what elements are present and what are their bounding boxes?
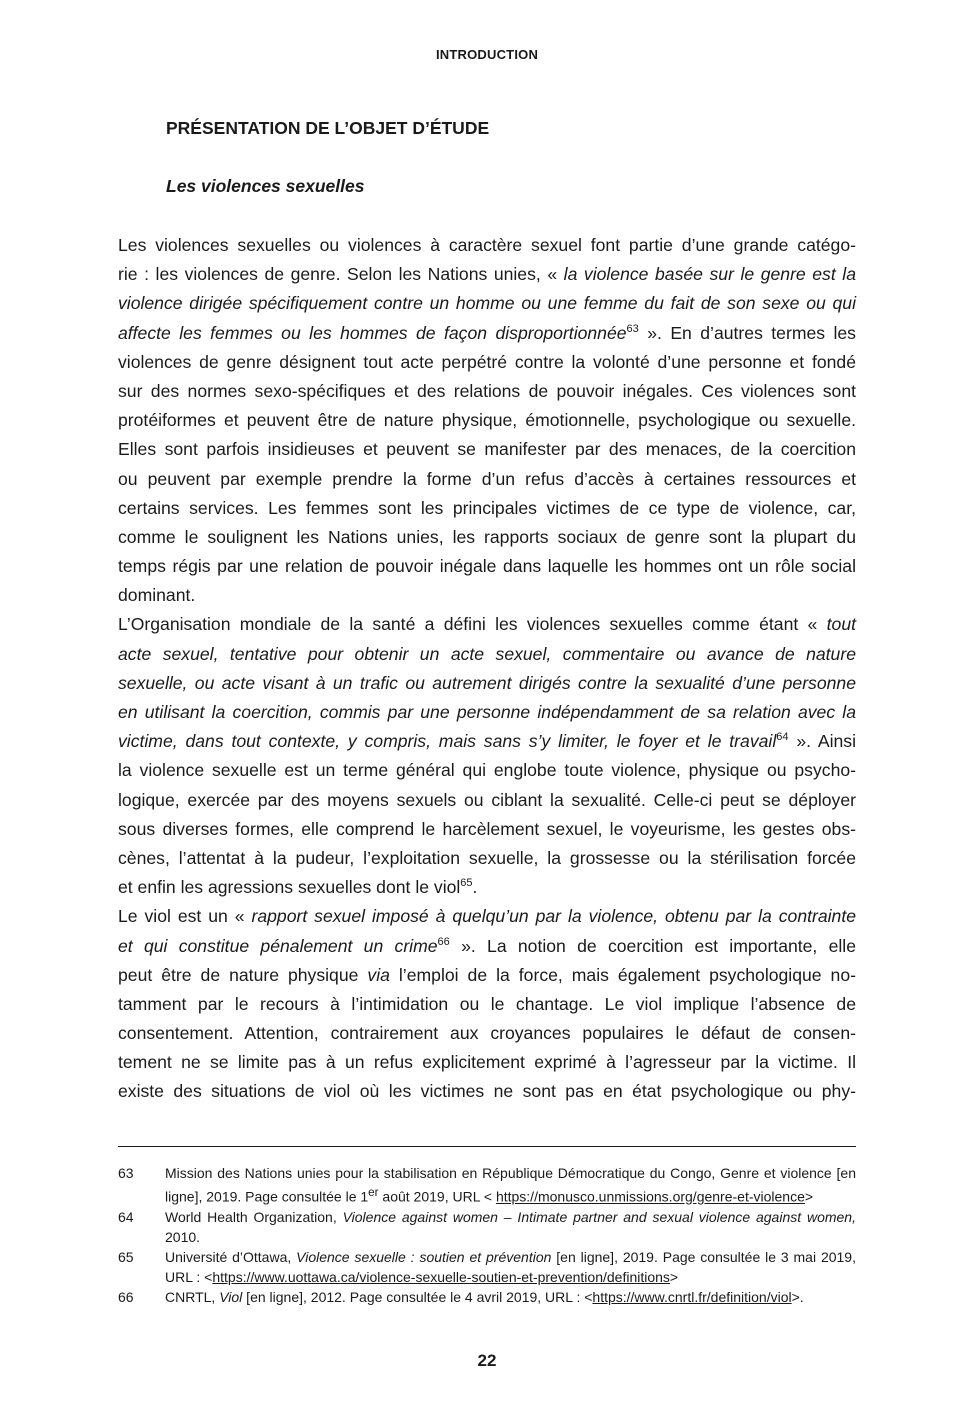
body-line: L’Organisation mondiale de la santé a défini les violences sexuelles comme étant « tout (118, 614, 856, 635)
body-text (118, 231, 856, 1107)
footnote-text: CNRTL, Viol [en ligne], 2012. Page consultée le 4 avril 2019, URL : <https://www.cnrtl.fr/definition/viol>. (165, 1288, 804, 1305)
footnote-text: Université d’Ottawa, Violence sexuelle : soutien et prévention [en ligne], 2019. Page consultée le 3 mai 2019, URL : <https://www.uottawa.ca/violence-sexuelle-soutien-et-prevention/definitions> (165, 1248, 856, 1285)
footnote-number: 66 (118, 1288, 134, 1305)
footnote-link[interactable]: https://www.uottawa.ca/violence-sexuelle-soutien-et-prevention/definitions (212, 1268, 670, 1285)
body-line: consentement. Attention, contrairement aux croyances populaires le défaut de consen- (118, 1023, 856, 1044)
body-line: violence dirigée spécifiquement contre un homme ou une femme du fait de son sexe ou qui (118, 293, 856, 314)
body-line: sur des normes sexo-spécifiques et des relations de pouvoir inégales. Ces violences sont (118, 380, 856, 401)
footnote-ref-64: 64 (776, 731, 789, 744)
footnote-ref-63: 63 (626, 322, 639, 335)
body-line: affecte les femmes ou les hommes de façon disproportionnée$^{63}$ ». En d’autres termes les (118, 322, 856, 343)
body-line: victime, dans tout contexte, y compris, mais sans s’y limiter, le foyer et le travail$^{64}$ ». Ainsi (118, 731, 856, 752)
footnote-number: 64 (118, 1208, 134, 1225)
footnote-link[interactable]: https://www.cnrtl.fr/definition/viol (592, 1288, 792, 1305)
body-line: temps régis par une relation de pouvoir inégale dans laquelle les hommes ont un rôle social (118, 556, 856, 577)
body-line: comme le soulignent les Nations unies, les rapports sociaux de genre sont la plupart du (118, 526, 856, 547)
body-line: rie : les violences de genre. Selon les Nations unies, « la violence basée sur le genre est la (118, 264, 856, 285)
body-line: acte sexuel, tentative pour obtenir un acte sexuel, commentaire ou avance de nature (118, 643, 856, 664)
body-line: sexuelle, ou acte visant à un trafic ou autrement dirigés contre la sexualité d’une personne (118, 672, 856, 693)
body-line: Elles sont parfois insidieuses et peuvent se manifester par des menaces, de la coercition (118, 439, 856, 460)
footnote-number: 65 (118, 1248, 134, 1265)
body-line: et qui constitue pénalement un crime$^{66}$ ». La notion de coercition est importante, elle (118, 935, 856, 956)
footnote-text: Mission des Nations unies pour la stabilisation en République Démocratique du Congo, Genre et violence [en ligne], 2019. Page consultée le 1er août 2019, URL < https://monusco.unmissions.org/genre-et-violence> (165, 1165, 856, 1205)
section-title: PRÉSENTATION DE L’OBJET D’ÉTUDE (166, 118, 490, 138)
body-line: tamment par le recours à l’intimidation ou le chantage. Le viol implique l’absence de (118, 993, 856, 1014)
body-line: en utilisant la coercition, commis par une personne indépendamment de sa relation avec la (118, 702, 856, 722)
body-line: logique, exercée par des moyens sexuels ou ciblant la sexualité. Celle-ci peut se déployer (118, 789, 856, 810)
footnotes (118, 1163, 856, 1307)
footnote-ref-66: 66 (437, 935, 450, 948)
footnote-64 (118, 1207, 856, 1247)
body-line: et enfin les agressions sexuelles dont le viol$^{65}$. (118, 877, 478, 898)
body-line: Le viol est un « rapport sexuel imposé à quelqu’un par la violence, obtenu par la contrainte (118, 906, 857, 927)
body-line: ou peuvent par exemple prendre la forme d’un refus d’accès à certaines ressources et (118, 468, 856, 489)
body-line: certains services. Les femmes sont les principales victimes de ce type de violence, car, (118, 497, 856, 518)
body-line: dominant. (118, 585, 196, 606)
footnote-66 (118, 1287, 856, 1307)
body-line: tement ne se limite pas à un refus explicitement exprimé à l’agresseur par la victime. Il (118, 1052, 856, 1073)
body-line: cènes, l’attentat à la pudeur, l’exploitation sexuelle, la grossesse ou la stérilisation forcée (118, 847, 856, 868)
body-line: la violence sexuelle est un terme général qui englobe toute violence, physique ou psycho- (118, 760, 856, 781)
subsection-title: Les violences sexuelles (166, 176, 365, 196)
body-line: existe des situations de viol où les victimes ne sont pas en état psychologique ou phy- (118, 1081, 856, 1102)
footnote-ref-65: 65 (460, 877, 473, 890)
page-number: 22 (477, 1351, 497, 1370)
footnote-65 (118, 1247, 856, 1287)
running-header: INTRODUCTION (435, 47, 539, 62)
body-line: violences de genre désignent tout acte perpétré contre la volonté d’une personne et fondé (118, 351, 856, 372)
body-line: sous diverses formes, elle comprend le harcèlement sexuel, le voyeurisme, les gestes obs- (118, 818, 856, 839)
footnote-number: 63 (118, 1165, 134, 1181)
body-line: Les violences sexuelles ou violences à caractère sexuel font partie d’une grande catégo- (118, 235, 856, 255)
body-line: protéiformes et peuvent être de nature physique, émotionnelle, psychologique ou sexuelle. (118, 410, 856, 431)
footnote-63 (118, 1163, 856, 1207)
footnote-link[interactable]: https://monusco.unmissions.org/genre-et-violence (495, 1188, 805, 1205)
body-line: peut être de nature physique via l’emploi de la force, mais également psychologique no- (118, 964, 856, 985)
footnote-text: World Health Organization, Violence against women – Intimate partner and sexual violence against women, 2010. (165, 1208, 856, 1245)
footnote-divider (118, 1146, 856, 1147)
